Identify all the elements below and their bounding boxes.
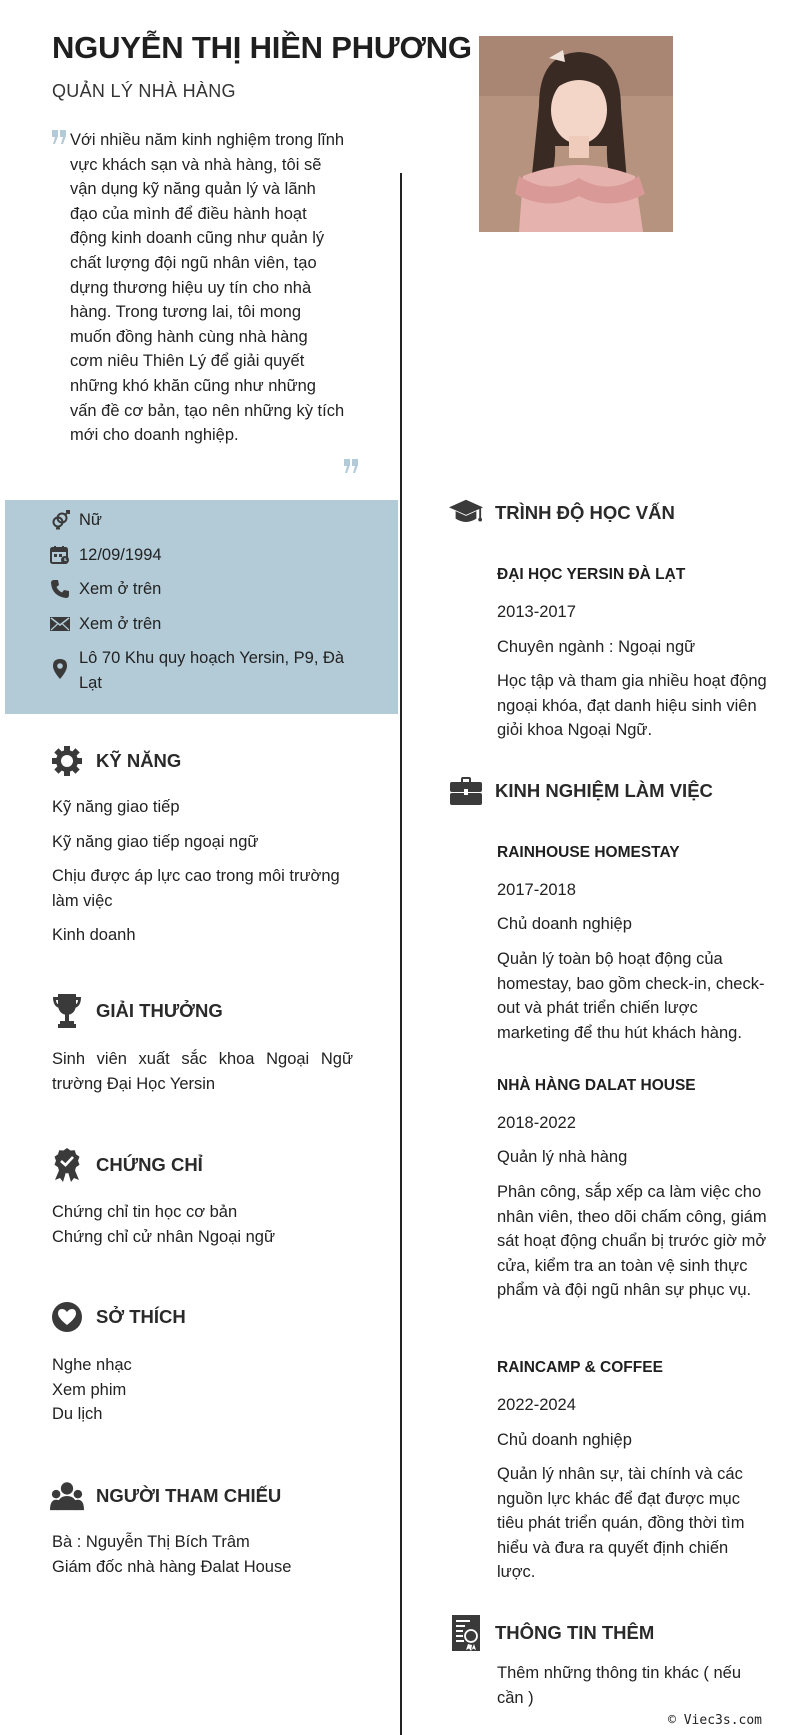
award-item: Sinh viên xuất sắc khoa Ngoại Ngữ trường Đại Học Yersin <box>52 1050 353 1093</box>
quote-open-icon <box>51 130 67 144</box>
contact-info-box <box>5 500 398 714</box>
location-icon <box>49 658 71 680</box>
address-value: Lô 70 Khu quy hoạch Yersin, P9, Đà Lạt <box>79 649 345 692</box>
certificates-title: CHỨNG CHỈ <box>96 1154 203 1175</box>
job-desc: Phân công, sắp xếp ca làm việc cho nhân viên, theo dõi chấm công, giám sát hoạt động chuẩn bị trước giờ mở cửa, kiểm tra an toàn vệ sinh thực phẩm và đội ngũ nhân sự phục vụ. <box>497 1183 767 1300</box>
additional-info-heading <box>449 1616 654 1650</box>
job-years: 2022-2024 <box>497 1396 576 1414</box>
skill-item: Kinh doanh <box>52 926 136 944</box>
skills-title: KỸ NĂNG <box>96 750 182 771</box>
trophy-icon <box>50 994 84 1028</box>
job-years: 2018-2022 <box>497 1114 576 1132</box>
quote-close-icon <box>343 459 359 473</box>
education-heading <box>449 496 675 530</box>
hobby-item: Du lịch <box>52 1405 103 1423</box>
job-company: RAINCAMP & COFFEE <box>497 1359 663 1376</box>
experience-heading <box>449 774 713 808</box>
hobby-item: Xem phim <box>52 1381 127 1399</box>
skill-item: Kỹ năng giao tiếp ngoại ngữ <box>52 833 259 851</box>
references-title: NGƯỜI THAM CHIẾU <box>96 1485 282 1506</box>
job-company: NHÀ HÀNG DALAT HOUSE <box>497 1077 696 1094</box>
hobbies-title: SỞ THÍCH <box>96 1306 186 1327</box>
watermark: © Viec3s.com <box>668 1713 762 1728</box>
certificate-item: Chứng chỉ tin học cơ bản <box>52 1203 238 1221</box>
graduation-cap-icon <box>449 496 483 530</box>
birthday-value: 12/09/1994 <box>79 546 162 564</box>
job-desc: Quản lý nhân sự, tài chính và các nguồn lực khác để đạt được mục tiêu phát triển quán, đồng thời tìm hiểu và đưa ra quyết định chiến lược. <box>497 1465 745 1582</box>
gear-icon <box>50 744 84 778</box>
column-divider <box>400 173 402 1735</box>
skill-item: Kỹ năng giao tiếp <box>52 798 180 816</box>
candidate-name: NGUYỄN THỊ HIỀN PHƯƠNG <box>52 30 472 65</box>
certificate-item: Chứng chỉ cử nhân Ngoại ngữ <box>52 1228 276 1246</box>
calendar-icon <box>49 544 71 566</box>
skill-item: Chịu được áp lực cao trong môi trường làm việc <box>52 867 340 910</box>
email-value[interactable]: Xem ở trên <box>79 615 162 633</box>
certificates-heading <box>50 1148 203 1182</box>
summary-text: Với nhiều năm kinh nghiệm trong lĩnh vực khách sạn và nhà hàng, tôi sẽ vận dụng kỹ năng quản lý và lãnh đạo của mình để điều hành hoạt động kinh doanh cũng như quản lý chất lượng đội ngũ nhân viên, tạo dựng thương hiệu uy tín cho nhà hàng. Trong tương lai, tôi mong muốn đồng hành cùng nhà hàng cơm niêu Thiên Lý để giải quyết những khó khăn cũng như những vấn đề cơ bản, tạo nên những kỳ tích mới cho doanh nghiệp. <box>70 131 345 445</box>
education-major: Chuyên ngành : Ngoại ngữ <box>497 638 696 656</box>
skills-heading <box>50 744 181 778</box>
phone-icon <box>49 578 71 600</box>
job-role: Chủ doanh nghiệp <box>497 915 632 933</box>
experience-title: KINH NGHIỆM LÀM VIỆC <box>495 780 713 801</box>
job-role: Quản lý nhà hàng <box>497 1148 628 1166</box>
briefcase-icon <box>449 774 483 808</box>
awards-title: GIẢI THƯỞNG <box>96 1000 223 1021</box>
gender-value: Nữ <box>79 511 102 529</box>
email-icon <box>49 613 71 635</box>
education-title: TRÌNH ĐỘ HỌC VẤN <box>495 502 675 523</box>
education-desc: Học tập và tham gia nhiều hoạt động ngoại khóa, đạt danh hiệu sinh viên giỏi khoa Ngoại Ngữ. <box>497 672 767 740</box>
profile-photo <box>479 36 673 232</box>
additional-info-text: Thêm những thông tin khác ( nếu cần ) <box>497 1664 742 1707</box>
awards-heading <box>50 994 223 1028</box>
document-icon <box>449 1616 483 1650</box>
job-role: Chủ doanh nghiệp <box>497 1431 632 1449</box>
heart-icon <box>50 1300 84 1334</box>
gender-icon <box>49 509 71 531</box>
education-school: ĐẠI HỌC YERSIN ĐÀ LẠT <box>497 566 686 583</box>
reference-item: Bà : Nguyễn Thị Bích Trâm <box>52 1533 250 1551</box>
hobby-item: Nghe nhạc <box>52 1356 132 1374</box>
job-years: 2017-2018 <box>497 881 576 899</box>
job-desc: Quản lý toàn bộ hoạt động của homestay, bao gồm check-in, check-out và phát triển chiến lược marketing để thu hút khách hàng. <box>497 950 765 1042</box>
education-years: 2013-2017 <box>497 603 576 621</box>
phone-value[interactable]: Xem ở trên <box>79 580 162 598</box>
job-company: RAINHOUSE HOMESTAY <box>497 844 680 861</box>
users-icon <box>50 1479 84 1513</box>
reference-item: Giám đốc nhà hàng Đalat House <box>52 1558 292 1576</box>
references-heading <box>50 1479 281 1513</box>
certificate-badge-icon <box>50 1148 84 1182</box>
additional-info-title: THÔNG TIN THÊM <box>495 1622 655 1643</box>
job-title: QUẢN LÝ NHÀ HÀNG <box>52 81 236 101</box>
hobbies-heading <box>50 1300 186 1334</box>
